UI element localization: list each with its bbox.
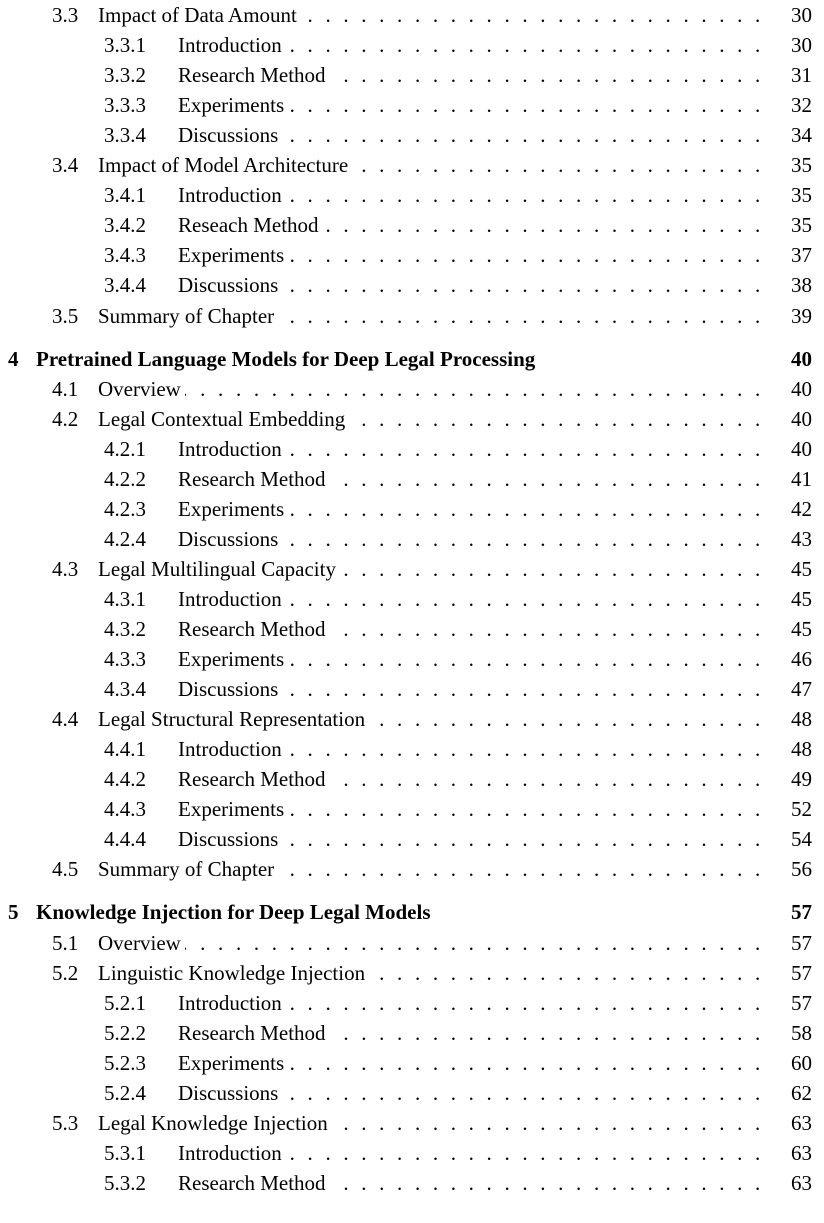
toc-entry-title-line [98,405,764,433]
toc-entry-title-line [178,31,764,59]
toc-entry-title: Summary of Chapter [98,857,278,881]
toc-entry-title: Impact of Model Architecture [98,153,352,177]
toc-entry-title: Experiments [178,1051,288,1075]
toc-entry-number: 5.3.1 [104,1140,146,1165]
toc-entry-title-line [98,1109,764,1137]
toc-entry-title: Introduction [178,33,286,57]
toc-entry-title: Legal Knowledge Injection [98,1111,332,1135]
toc-entry-page-number: 32 [791,93,812,118]
toc-entry-number: 4.3.4 [104,677,146,702]
toc-entry-number: 4.2.1 [104,436,146,461]
toc-entry-title-line [98,705,764,733]
toc-entry-page-number: 57 [791,990,812,1015]
toc-entry-page-number: 38 [791,273,812,298]
toc-entry-number: 3.4.2 [104,213,146,238]
toc-entry-number: 3.4.4 [104,273,146,298]
toc-entry[interactable] [0,375,824,403]
toc-entry[interactable] [0,121,824,149]
toc-entry-page-number: 35 [791,183,812,208]
toc-entry-number: 3.4.3 [104,243,146,268]
toc-entry-title-line [178,91,764,119]
toc-entry-title-line [178,585,764,613]
toc-entry-title-line [98,1,764,29]
toc-entry-number: 4.3.2 [104,617,146,641]
toc-entry-title: Legal Contextual Embedding [98,407,349,431]
toc-entry-title-line [178,1079,764,1107]
toc-entry-title-line [178,61,764,89]
toc-entry-page-number: 30 [791,3,812,27]
toc-entry-title-line [178,181,764,209]
toc-entry-title-line [178,241,764,269]
toc-entry-title-line [178,825,764,853]
toc-entry-number: 4.4.1 [104,737,146,762]
toc-entry-page-number: 42 [791,496,812,521]
toc-entry-title-line [98,959,764,987]
toc-entry-number: 4.4.3 [104,797,146,822]
toc-entry-title: Summary of Chapter [98,304,278,328]
toc-entry-number: 4.3.1 [104,586,146,611]
toc-entry-page-number: 46 [791,647,812,672]
toc-entry-title-line [36,898,764,926]
toc-entry-title: Research Method [178,767,330,791]
toc-entry-title: Research Method [178,63,330,87]
toc-entry-number: 4.4.2 [104,767,146,792]
toc-entry[interactable] [0,585,824,613]
toc-entry-title: Introduction [178,1141,286,1165]
toc-entry-number: 4.2.2 [104,466,146,491]
toc-entry-page-number: 60 [791,1050,812,1075]
toc-entry-page-number: 62 [791,1080,812,1105]
toc-entry-page-number: 39 [791,303,812,328]
toc-entry-number: 5.2.3 [104,1050,146,1075]
toc-entry-page-number: 58 [791,1020,812,1045]
toc-entry-title-line [178,211,764,239]
toc-entry[interactable] [0,271,824,299]
toc-entry-title-line [178,1139,764,1167]
toc-entry-title: Discussions [178,677,282,701]
toc-entry-title-line [98,151,764,179]
toc-entry-number: 3.4 [52,153,79,178]
toc-entry[interactable] [0,615,824,643]
toc-entry-number: 5 [8,900,19,925]
toc-entry[interactable] [0,1079,824,1107]
toc-entry-page-number: 47 [791,677,812,702]
toc-entry-number: 5.1 [52,930,79,955]
toc-entry-page-number: 56 [791,857,812,882]
toc-entry[interactable] [0,1139,824,1167]
toc-entry-title: Experiments [178,93,288,117]
toc-entry-number: 3.5 [52,303,79,328]
toc-entry[interactable] [0,495,824,523]
toc-entry-title: Introduction [178,991,286,1015]
toc-entry-title: Introduction [178,437,286,461]
toc-entry[interactable] [0,1,824,29]
toc-entry[interactable] [0,645,824,673]
toc-entry-number: 4.4.4 [104,827,146,852]
toc-entry-number: 4.2 [52,406,79,431]
toc-entry-number: 4.4 [52,707,79,732]
toc-entry-page-number: 35 [791,153,812,178]
toc-entry-title-line [178,615,764,643]
toc-entry-title: Legal Structural Representation [98,707,369,731]
toc-entry-title-line [178,765,764,793]
toc-entry[interactable] [0,555,824,583]
toc-entry-page-number: 40 [791,346,812,371]
toc-entry[interactable] [0,795,824,823]
toc-entry-number: 4.5 [52,857,79,882]
toc-entry-title-line [178,525,764,553]
toc-entry-title-line [178,675,764,703]
toc-entry[interactable] [0,405,824,433]
toc-entry-number: 3.3.1 [104,33,146,58]
toc-entry-page-number: 45 [791,586,812,611]
toc-entry[interactable] [0,435,824,463]
toc-entry-title: Discussions [178,527,282,551]
toc-entry-number: 5.2.4 [104,1080,146,1105]
toc-entry[interactable] [0,211,824,239]
toc-entry-title-line [178,989,764,1017]
toc-entry-page-number: 57 [791,930,812,955]
toc-entry-page-number: 52 [791,797,812,822]
toc-entry-number: 3.4.1 [104,183,146,208]
toc-entry-title: Knowledge Injection for Deep Legal Models [36,900,435,924]
toc-entry-title: Experiments [178,243,288,267]
toc-entry-title: Discussions [178,123,282,147]
toc-entry[interactable] [0,989,824,1017]
toc-entry[interactable] [0,855,824,883]
toc-entry-number: 5.2.2 [104,1020,146,1045]
toc-entry-title: Research Method [178,617,330,641]
toc-entry-page-number: 31 [791,63,812,88]
toc-entry-page-number: 40 [791,376,812,401]
toc-entry-title-line [178,795,764,823]
toc-entry-title: Discussions [178,827,282,851]
toc-entry-page-number: 49 [791,767,812,792]
toc-entry-number: 4 [8,346,19,371]
toc-entry-page-number: 63 [791,1140,812,1165]
toc-entry[interactable] [0,1019,824,1047]
toc-entry-title: Reseach Method [178,213,323,237]
toc-entry-title: Overview [98,931,185,955]
toc-entry-title: Introduction [178,587,286,611]
toc-entry[interactable] [0,525,824,553]
toc-entry-title: Pretrained Language Models for Deep Legal Processing [36,347,539,371]
toc-entry-title-line [98,555,764,583]
toc-entry-page-number: 43 [791,526,812,551]
toc-entry-title-line [178,735,764,763]
toc-entry-page-number: 30 [791,33,812,58]
toc-entry[interactable] [0,302,824,330]
toc-entry-title: Linguistic Knowledge Injection [98,961,369,985]
toc-entry[interactable] [0,91,824,119]
toc-entry-page-number: 57 [791,900,812,925]
toc-entry-title-line [178,121,764,149]
toc-entry-number: 5.2 [52,960,79,985]
toc-entry-page-number: 48 [791,737,812,762]
toc-entry-title-line [178,645,764,673]
toc-entry-title: Impact of Data Amount [98,3,301,27]
toc-entry-number: 4.3 [52,556,79,581]
toc-entry-title-line [98,375,764,403]
toc-entry[interactable] [0,61,824,89]
toc-entry-title: Experiments [178,647,288,671]
toc-entry[interactable] [0,675,824,703]
toc-entry[interactable] [0,959,824,987]
toc-entry[interactable] [0,735,824,763]
toc-entry[interactable] [0,1109,824,1137]
toc-entry-title: Research Method [178,1171,330,1195]
toc-entry-title: Research Method [178,467,330,491]
toc-entry-title: Legal Multilingual Capacity [98,557,340,581]
toc-entry-page-number: 34 [791,123,812,148]
toc-entry[interactable] [0,765,824,793]
toc-entry-number: 3.3 [52,3,79,27]
toc-entry-page-number: 45 [791,617,812,641]
toc-entry-page-number: 45 [791,556,812,581]
toc-entry[interactable] [0,1169,824,1197]
toc-entry-page-number: 63 [791,1110,812,1135]
toc-entry[interactable] [0,929,824,957]
toc-entry-number: 5.3.2 [104,1170,146,1195]
toc-entry-title-line [178,495,764,523]
toc-entry-title: Introduction [178,737,286,761]
toc-entry-page-number: 41 [791,466,812,491]
toc-entry-title-line [98,302,764,330]
toc-entry-title: Experiments [178,497,288,521]
toc-entry-title: Discussions [178,273,282,297]
toc-entry-title-line [98,929,764,957]
toc-entry-page-number: 63 [791,1170,812,1195]
toc-entry-title-line [178,1019,764,1047]
toc-entry-number: 5.2.1 [104,990,146,1015]
toc-entry-title: Overview [98,377,185,401]
toc-entry-page-number: 40 [791,406,812,431]
toc-entry-title-line [178,465,764,493]
toc-entry-title: Experiments [178,797,288,821]
toc-entry-page-number: 35 [791,213,812,238]
toc-entry[interactable] [0,465,824,493]
toc-entry[interactable] [0,181,824,209]
toc-entry[interactable] [0,241,824,269]
toc-entry-page-number: 48 [791,707,812,732]
toc-entry-title-line [36,345,764,373]
toc-entry-number: 3.3.2 [104,63,146,88]
toc-entry-number: 4.1 [52,376,79,401]
toc-chapter-entry[interactable] [0,345,824,373]
toc-chapter-entry[interactable] [0,898,824,926]
toc-entry-number: 4.2.3 [104,496,146,521]
toc-entry-title-line [178,1049,764,1077]
toc-entry[interactable] [0,1049,824,1077]
toc-entry-title: Research Method [178,1021,330,1045]
toc-entry-title-line [178,271,764,299]
toc-entry[interactable] [0,705,824,733]
toc-entry-title-line [178,1169,764,1197]
toc-entry-number: 5.3 [52,1110,79,1135]
toc-entry-page-number: 37 [791,243,812,268]
toc-entry-number: 3.3.4 [104,123,146,148]
toc-entry[interactable] [0,151,824,179]
toc-entry-title-line [178,435,764,463]
toc-entry[interactable] [0,31,824,59]
toc-entry-number: 3.3.3 [104,93,146,118]
toc-entry-page-number: 54 [791,827,812,852]
toc-entry-title: Discussions [178,1081,282,1105]
toc-entry-number: 4.2.4 [104,526,146,551]
toc-entry-title-line [98,855,764,883]
toc-entry-number: 4.3.3 [104,647,146,672]
toc-entry-page-number: 57 [791,960,812,985]
toc-entry-page-number: 40 [791,436,812,461]
toc-entry-title: Introduction [178,183,286,207]
toc-entry[interactable] [0,825,824,853]
